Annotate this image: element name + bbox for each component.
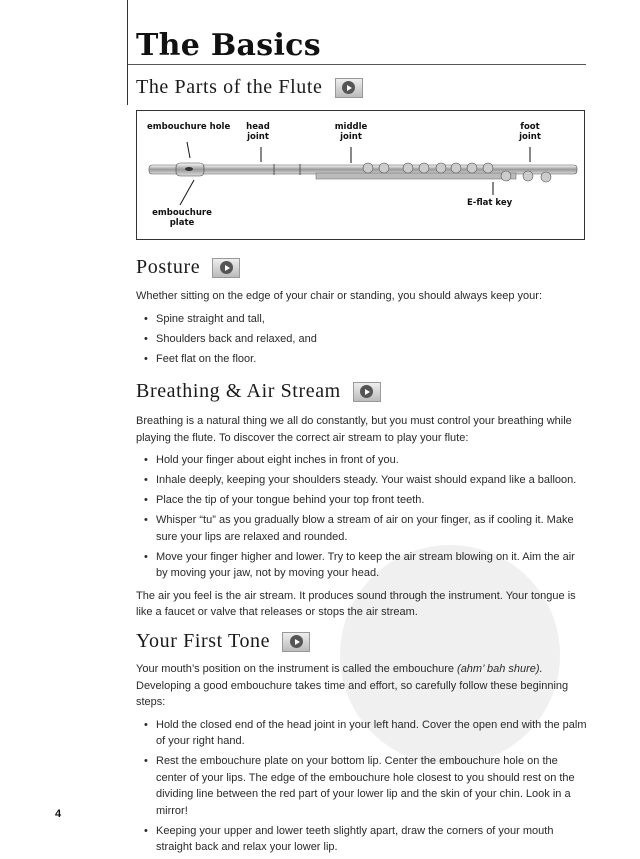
text: Your mouth’s position on the instrument is called the embouchure xyxy=(136,663,458,675)
bullet-list xyxy=(136,311,588,368)
list-item: • Spine straight and tall, xyxy=(156,311,588,328)
pronunciation: (ahm’ bah shure). xyxy=(457,663,543,675)
title-rule xyxy=(128,64,586,65)
label-embouchure-plate: embouchure plate xyxy=(152,208,212,228)
list-item: • Hold the closed end of the head joint in your left hand. Cover the open end with the palm of your right hand. xyxy=(156,717,588,750)
list-item: • Hold your finger about eight inches in front of you. xyxy=(156,452,588,469)
paragraph: Whether sitting on the edge of your chair or standing, you should always keep your: xyxy=(136,290,543,302)
play-icon xyxy=(290,635,303,648)
margin-line xyxy=(127,0,128,105)
play-video-button[interactable] xyxy=(282,632,310,652)
paragraph xyxy=(136,661,588,711)
bullet-list xyxy=(136,452,588,582)
play-icon xyxy=(220,261,233,274)
play-video-button[interactable] xyxy=(353,382,381,402)
list-item: • Feet flat on the floor. xyxy=(156,351,588,368)
label-middle-joint: middle joint xyxy=(334,122,368,142)
heading-text: Breathing & Air Stream xyxy=(136,380,341,402)
play-icon xyxy=(360,385,373,398)
first-tone-section xyxy=(136,661,588,859)
label-foot-joint: foot joint xyxy=(519,122,541,142)
section-heading-first-tone xyxy=(136,630,310,653)
heading-text: Your First Tone xyxy=(136,630,271,652)
paragraph: The air you feel is the air stream. It produces sound through the instrument. Your tongue is like a faucet or valve that releases or stops the air stream. xyxy=(136,589,576,618)
list-item: • Whisper “tu” as you gradually blow a stream of air on your finger, as if cooling it. Make sure your lips are relaxed and rounded. xyxy=(156,512,588,545)
list-item: • Keeping your upper and lower teeth slightly apart, draw the corners of your mouth straight back and relax your lower lip. xyxy=(156,823,588,856)
page-title: The Basics xyxy=(136,28,321,63)
heading-text: Posture xyxy=(136,256,201,278)
list-item: • Inhale deeply, keeping your shoulders steady. Your waist should expand like a balloon. xyxy=(156,472,588,489)
list-item: • Place the tip of your tongue behind your top front teeth. xyxy=(156,492,588,509)
section-heading-posture xyxy=(136,256,240,279)
list-item: • Shoulders back and relaxed, and xyxy=(156,331,588,348)
section-heading-parts xyxy=(136,76,363,99)
section-heading-breathing xyxy=(136,380,381,403)
label-embouchure-hole: embouchure hole xyxy=(147,122,231,132)
breathing-section xyxy=(136,413,588,621)
list-item: • Move your finger higher and lower. Try to keep the air stream blowing on it. Aim the air by moving your jaw, not by moving your head. xyxy=(156,549,588,582)
flute-diagram xyxy=(136,110,585,240)
flute-illustration xyxy=(136,110,585,240)
play-video-button[interactable] xyxy=(335,78,363,98)
text: Developing a good embouchure takes time and effort, so carefully follow these beginning steps: xyxy=(136,679,569,708)
paragraph: Breathing is a natural thing we all do constantly, but you must control your breathing while playing the flute. To discover the correct air stream to play your flute: xyxy=(136,415,572,444)
bullet-list xyxy=(136,717,588,856)
play-video-button[interactable] xyxy=(212,258,240,278)
label-head-joint: head joint xyxy=(246,122,270,142)
play-icon xyxy=(342,81,355,94)
heading-text: The Parts of the Flute xyxy=(136,76,323,98)
page-number: 4 xyxy=(55,808,62,820)
list-item: • Rest the embouchure plate on your bottom lip. Center the embouchure hole on the center of your lips. The edge of the embouchure hole closest to you should rest on the dividing line between the red part of your lower lip and the skin of your chin. Look in a mirror! xyxy=(156,753,588,819)
label-e-flat-key: E-flat key xyxy=(467,198,513,208)
posture-section xyxy=(136,288,588,371)
